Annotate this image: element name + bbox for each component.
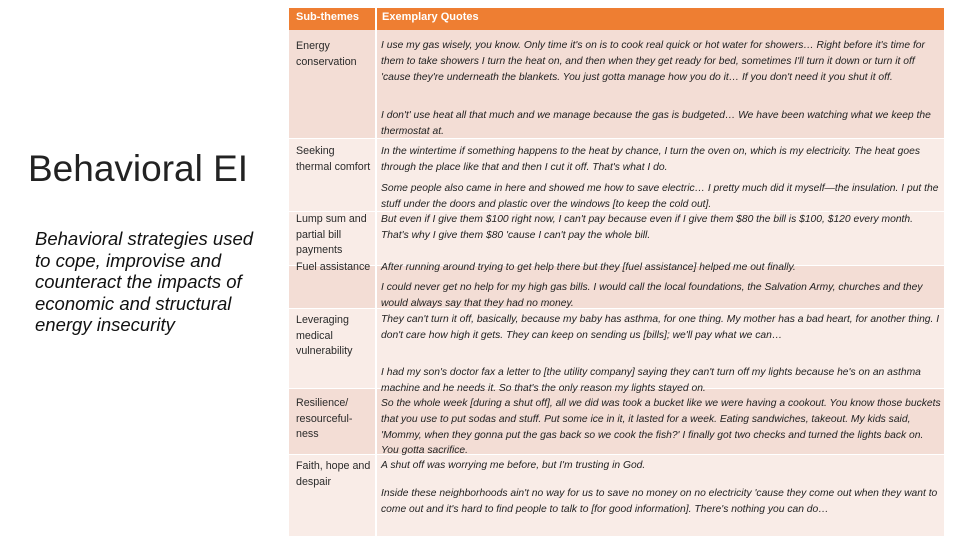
quotes-table	[289, 8, 944, 536]
quote-cell: I don't' use heat all that much and we manage because the gas is budgeted… We have been watching what we keep the thermostat at.	[381, 110, 931, 137]
quote-cell: Some people also came in here and showed me how to save electric… I pretty much did it myself—the insulation. I put the stuff under the doors and plastic over the windows [to keep the cold out].	[381, 183, 939, 210]
subtheme-cell: Faith, hope and despair	[296, 460, 371, 488]
quote-cell: I use my gas wisely, you know. Only time it's on is to cook real quick or hot water for showers… Right before it's time for them to take showers I turn the heat on, and then when they get ready for bed, sometimes I'll turn it down or turn it off 'cause they're underneath the blankets. You just gotta manage how you do it… If you don't need it you shut it off.	[381, 40, 925, 83]
quote-cell: In the wintertime if something happens to the heat by chance, I turn the oven on, which is my electricity. The heat goes through the place like that and then I cut it off. That's what I do.	[381, 146, 920, 173]
subtheme-cell: Fuel assistance	[296, 261, 371, 273]
quote-cell: A shut off was worrying me before, but I'm trusting in God.	[381, 460, 646, 471]
quote-cell: Inside these neighborhoods ain't no way for us to save no money on no electricity 'cause they come out when they want to come out and it's hard to find people to talk to [for good information]. There's nothing you can do…	[381, 488, 938, 515]
header-sub-themes: Sub-themes	[296, 11, 359, 23]
quote-cell: I could never get no help for my high gas bills. I would call the local foundations, the Salvation Army, churches and they would always say that they had no money.	[381, 282, 923, 309]
subtheme-cell: Leveraging medical vulnerability	[296, 314, 353, 357]
table-header	[289, 8, 944, 30]
quote-cell: So the whole week [during a shut off], all we did was took a bucket like we were having a cookout. You know those buckets that you use to put sodas and stuff. Put some ice in it, it lasted for a week. Eating sandwiches, takeout. My kids said, 'Mommy, when they gonna put the gas back so we cook the fish?' I finally got two checks and turned the lights back on. You gotta sacrifice.	[381, 398, 941, 457]
quote-cell: But even if I give them $100 right now, I can't pay because even if I give them $80 the bill is $100, $120 every month. That's why I give them $80 'cause I can't pay the whole bill.	[381, 214, 914, 241]
quote-cell: After running around trying to get help there but they [fuel assistance] helped me out finally.	[381, 262, 796, 273]
slide-title: Behavioral EI	[28, 148, 249, 189]
slide-description: Behavioral strategies used to cope, improvise and counteract the impacts of economic and structural energy insecurity	[35, 228, 254, 335]
subtheme-cell: Resilience/ resourceful-ness	[296, 397, 353, 440]
subtheme-cell: Lump sum and partial bill payments	[296, 213, 367, 256]
quote-cell: I had my son's doctor fax a letter to [the utility company] saying they can't turn off my lights because he's on an asthma machine and he needs it. So that's the only reason my lights stayed on.	[381, 367, 921, 394]
subtheme-cell: Energy conservation	[296, 40, 357, 68]
subtheme-cell: Seeking thermal comfort	[296, 145, 371, 173]
header-exemplary-quotes: Exemplary Quotes	[382, 11, 479, 23]
column-divider	[375, 8, 377, 536]
quote-cell: They can't turn it off, basically, because my baby has asthma, for one thing. My mother has a bad heart, for another thing. I don't care how high it gets. They can keep on sending us [bills]; we'll pay what we can…	[381, 314, 940, 341]
